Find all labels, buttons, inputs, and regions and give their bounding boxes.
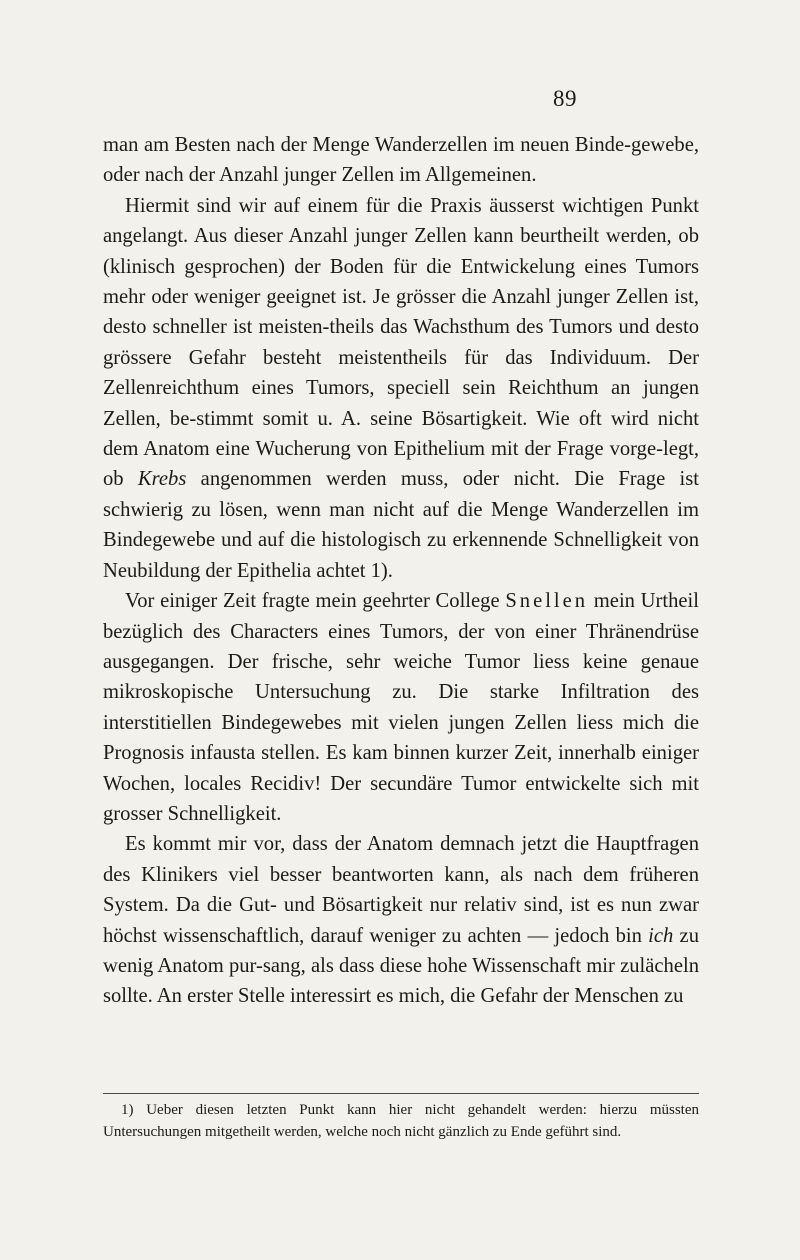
name-snellen: Snellen <box>505 590 589 613</box>
paragraph-2 <box>103 191 699 586</box>
paragraph-3-text-a: Vor einiger Zeit fragte mein geehrter College <box>125 590 506 613</box>
paragraph-4-text-a: Es kommt mir vor, dass der Anatom demnach jetzt die Hauptfragen des Klinikers viel besser beantworten kann, als nach dem früheren System. Da die Gut- und Bösartigkeit nur relativ sind, ist es nun zwar höchst wissenschaftlich, darauf weniger zu achten — jedoch bin <box>103 833 699 947</box>
paragraph-3 <box>103 586 699 829</box>
footnote <box>103 1100 699 1143</box>
footnote-divider <box>103 1093 699 1094</box>
paragraph-2-text-a: Hiermit sind wir auf einem für die Praxis äusserst wichtigen Punkt angelangt. Aus dieser Anzahl junger Zellen kann beurtheilt werden, ob (klinisch gesprochen) der Boden für die Entwickelung eines Tumors mehr oder weniger geeignet ist. Je grösser die Anzahl junger Zellen ist, desto schneller ist meisten-theils das Wachsthum des Tumors und desto grössere Gefahr besteht meistentheils für das Individuum. Der Zellenreichthum eines Tumors, speciell sein Reichthum an jungen Zellen, be-stimmt somit u. A. seine Bösartigkeit. Wie oft wird nicht dem Anatom eine Wucherung von Epithelium mit der Frage vorge-legt, ob <box>103 194 699 491</box>
paragraph-1 <box>103 130 699 191</box>
paragraph-1-text: man am Besten nach der Menge Wanderzellen im neuen Binde-gewebe, oder nach der Anzahl junger Zellen im Allgemeinen. <box>103 134 699 187</box>
main-text <box>103 130 699 1012</box>
paragraph-3-text-b: mein Urtheil bezüglich des Characters eines Tumors, der von einer Thränendrüse ausgegangen. Der frische, sehr weiche Tumor liess keine genaue mikroskopische Untersuchung zu. Die starke Infiltration des interstitiellen Bindegewebes mit vielen jungen Zellen liess mich die Prognosis infausta stellen. Es kam binnen kurzer Zeit, innerhalb einiger Wochen, locales Recidiv! Der secundäre Tumor entwickelte sich mit grosser Schnelligkeit. <box>103 590 700 825</box>
paragraph-4 <box>103 829 699 1011</box>
footnote-text: Ueber diesen letzten Punkt kann hier nicht gehandelt werden: hierzu müssten Untersuchungen mitgetheilt werden, welche noch nicht gänzlich zu Ende geführt sind. <box>103 1102 700 1140</box>
footnote-marker: 1) <box>121 1102 134 1118</box>
paragraph-2-text-b: angenommen werden muss, oder nicht. Die Frage ist schwierig zu lösen, wenn man nicht auf die Menge Wanderzellen im Bindegewebe und auf die histologisch zu erkennende Schnelligkeit von Neubildung der Epithelia achtet 1). <box>103 468 699 582</box>
page-number: 89 <box>553 86 577 111</box>
paragraph-4-text-b: zu wenig Anatom pur-sang, als dass diese hohe Wissenschaft mir zulächeln sollte. An erster Stelle interessirt es mich, die Gefahr der Menschen zu <box>103 924 699 1008</box>
emphasis-krebs: Krebs <box>137 468 187 491</box>
emphasis-ich: ich <box>648 924 674 947</box>
